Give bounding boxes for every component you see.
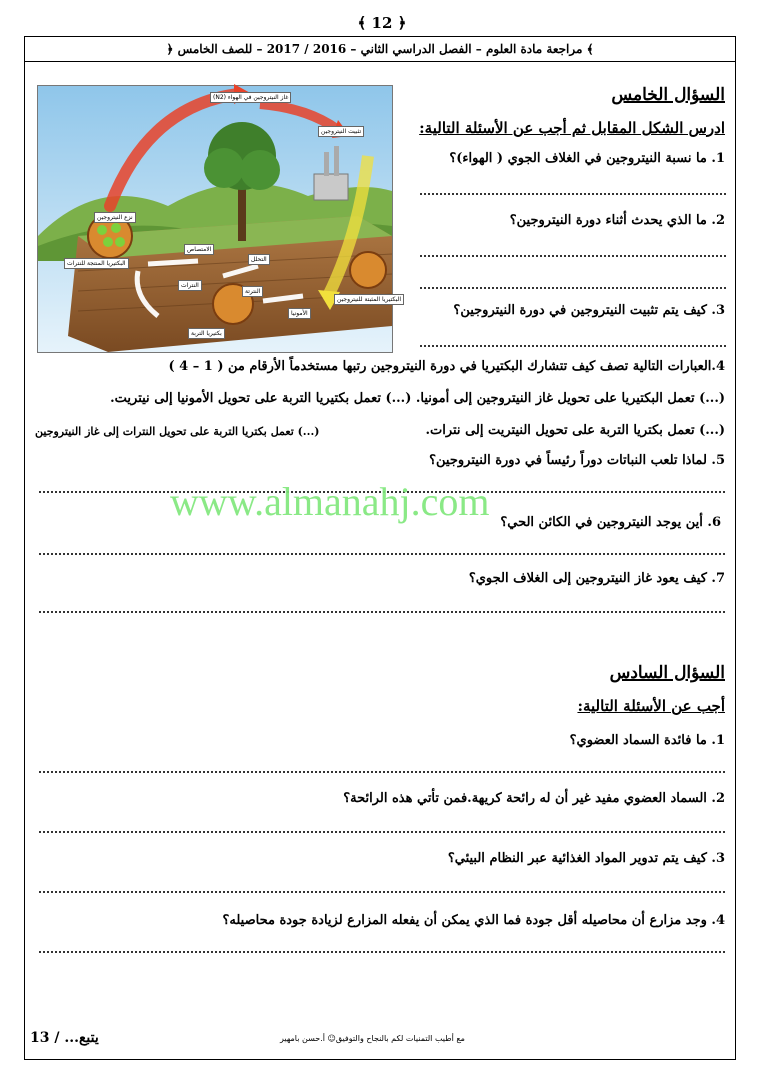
- q5-question-1: 1. ما نسبة النيتروجين في الغلاف الجوي ( الهواء)؟: [449, 151, 725, 166]
- answer-line[interactable]: [39, 891, 725, 893]
- label-fixing-bacteria: البكتيريا المثبتة للنيتروجين: [334, 294, 404, 305]
- answer-line[interactable]: [39, 951, 725, 953]
- page-frame: [24, 36, 736, 1060]
- label-fixation: تثبيت النيتروجين: [318, 126, 364, 137]
- q5-question-5: 5. لماذا تلعب النباتات دوراً رئيساً في دورة النيتروجين؟: [429, 453, 725, 468]
- label-soil-bacteria: بكتيريا التربة: [188, 328, 225, 339]
- answer-line[interactable]: [420, 193, 726, 195]
- answer-line[interactable]: [39, 553, 725, 555]
- q5-statement-c: (...) تعمل بكتريا التربة على تحويل النيتريت إلى نترات.: [425, 423, 725, 438]
- answer-line[interactable]: [39, 831, 725, 833]
- q6-question-3: 3. كيف يتم تدوير المواد الغذائية عبر النظام البيئي؟: [447, 851, 725, 866]
- label-ammonia: الأمونيا: [288, 308, 311, 319]
- page-header: ﴾ مراجعة مادة العلوم – الفصل الدراسي الثاني – 2016 / 2017 – للصف الخامس ﴿: [25, 37, 735, 62]
- q5-statement-d: (...) تعمل بكتريا التربة على تحويل النترات إلى غاز النيتروجين: [35, 425, 320, 438]
- page-number: ﴾ 12 ﴿: [357, 14, 407, 32]
- q5-question-2: 2. ما الذي يحدث أثناء دورة النيتروجين؟: [509, 213, 725, 228]
- q6-question-2: 2. السماد العضوي مفيد غير أن له رائحة كريهة.فمن تأتي هذه الرائحة؟: [343, 791, 725, 806]
- label-denitrifying-bacteria: البكتيريا المنتجة للنترات: [64, 258, 129, 269]
- q5-instruction: ادرس الشكل المقابل ثم أجب عن الأسئلة التالية:: [419, 119, 725, 137]
- watermark: www.almanahj.com: [170, 479, 490, 524]
- label-absorption: الامتصاص: [184, 244, 214, 255]
- label-removal: نزع النيتروجين: [94, 212, 136, 223]
- label-decay: التحلل: [248, 254, 270, 265]
- label-nitrification: النترتة: [242, 286, 263, 297]
- label-nitrogen-gas: غاز النيتروجين في الهواء (N2): [210, 92, 291, 103]
- q6-instruction: أجب عن الأسئلة التالية:: [577, 697, 725, 715]
- footer-wishes: مع أطيب التمنيات لكم بالنجاح والتوفيق☺ أ.حسن بامهير: [280, 1034, 465, 1043]
- answer-line[interactable]: [39, 611, 725, 613]
- q5-question-4: 4.العبارات التالية تصف كيف تتشارك البكتيريا في دورة النيتروجين رتبها مستخدماً الأرقام من ( 1 – 4 ): [168, 359, 725, 374]
- answer-line[interactable]: [420, 255, 726, 257]
- continue-note: يتبع... / 13: [30, 1030, 99, 1046]
- label-nitrates: النترات: [178, 280, 202, 291]
- q5-question-7: 7. كيف يعود غاز النيتروجين إلى الغلاف الجوي؟: [468, 571, 725, 586]
- nitrogen-cycle-diagram: [37, 85, 402, 353]
- q6-title: السؤال السادس: [609, 663, 725, 683]
- q6-question-1: 1. ما فائدة السماد العضوي؟: [569, 733, 725, 748]
- q5-question-3: 3. كيف يتم تثبيت النيتروجين في دورة النيتروجين؟: [453, 303, 725, 318]
- answer-line[interactable]: [39, 771, 725, 773]
- q5-statement-a: (...) تعمل البكتيريا على تحويل غاز النيتروجين إلى أمونيا. (...) تعمل بكتيريا التربة على تحويل الأمونيا إلى نيتريت.: [110, 391, 725, 406]
- q5-question-6: 6. أين يوجد النيتروجين في الكائن الحي؟: [500, 515, 721, 530]
- answer-line[interactable]: [420, 287, 726, 289]
- q6-question-4: 4. وجد مزارع أن محاصيله أقل جودة فما الذي يمكن أن يفعله المزارع لزيادة جودة محاصيله؟: [222, 913, 725, 928]
- q5-title: السؤال الخامس: [611, 85, 725, 105]
- answer-line[interactable]: [420, 345, 726, 347]
